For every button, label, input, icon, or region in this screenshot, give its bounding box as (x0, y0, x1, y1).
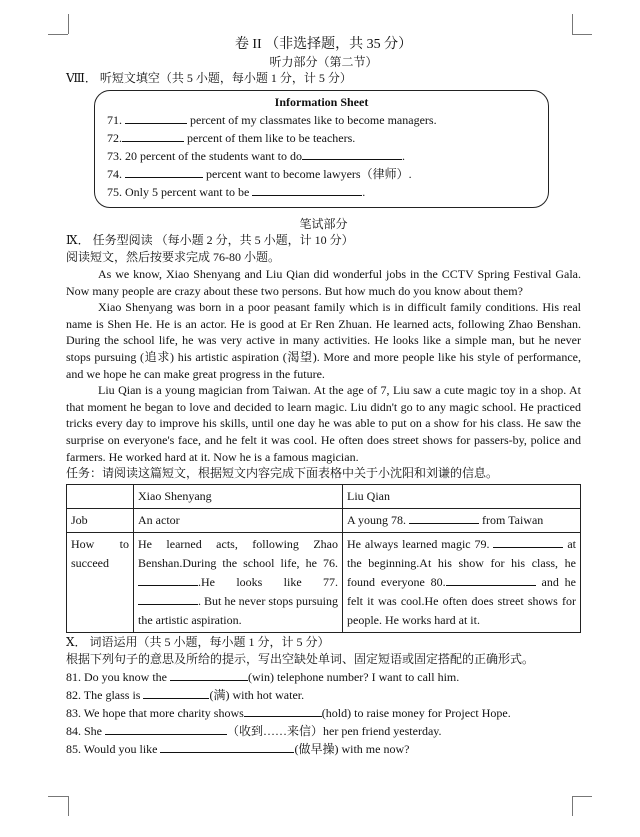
table-row (67, 533, 581, 633)
table-row (67, 485, 581, 509)
section-10-instruction: 根据下列句子的意思及所给的提示，写出空缺处单词、固定短语或固定搭配的正确形式。 (66, 652, 535, 667)
information-sheet-heading: Information Sheet (274, 95, 369, 109)
question-71: 71. percent of my classmates like to become managers. (107, 113, 437, 127)
reading-paragraph-1: As we know, Xiao Shenyang and Liu Qian did wonderful jobs in the CCTV Spring Festival Gala. Now many people are crazy about these two persons. But how much do you know about them? (66, 267, 581, 298)
question-73: 73. 20 percent of the students want to do . (107, 149, 405, 163)
table-header-xiao: Xiao Shenyang (134, 485, 343, 509)
exam-page (66, 32, 581, 758)
answer-blank-82[interactable] (143, 686, 209, 699)
paper-title: 卷 II （非选择题，共 35 分） (234, 37, 413, 52)
information-sheet (94, 90, 549, 208)
answer-blank-75[interactable] (252, 183, 362, 196)
answer-blank-72[interactable] (122, 129, 184, 142)
answer-blank-81[interactable] (170, 668, 248, 681)
table-cell-empty (67, 485, 134, 509)
question-84: 84. She （收到……来信）her pen friend yesterday. (66, 724, 442, 739)
table-cell-job-liu: A young 78. from Taiwan (343, 509, 581, 533)
crop-mark-top-right-v (572, 14, 573, 34)
info-table (66, 484, 581, 633)
question-75: 75. Only 5 percent want to be . (107, 185, 366, 199)
section-9-heading: Ⅸ． 任务型阅读 （每小题 2 分，共 5 小题，计 10 分） (66, 233, 354, 247)
question-72: 72. percent of them like to be teachers. (107, 131, 356, 145)
written-subtitle: 笔试部分 (299, 217, 348, 231)
crop-mark-bottom-right-h (572, 796, 592, 797)
answer-blank-79[interactable] (493, 535, 563, 548)
table-cell-succeed-xiao: He learned acts, following Zhao Benshan.During the school life, he 76. .He looks like 77.. But he never stops pursuing the artistic aspiration. (134, 533, 343, 633)
table-row (67, 509, 581, 533)
crop-mark-bottom-right-v (572, 796, 573, 816)
task-instruction: 任务：请阅读这篇短文，根据短文内容完成下面表格中关于小沈阳和刘谦的信息。 (66, 466, 499, 481)
section-8-heading: Ⅷ． 听短文填空（共 5 小题，每小题 1 分，计 5 分） (66, 71, 352, 85)
crop-mark-bottom-left-v (68, 796, 69, 816)
answer-blank-78[interactable] (409, 511, 479, 524)
table-label-job: Job (67, 509, 134, 533)
answer-blank-85[interactable] (160, 740, 294, 753)
listening-subtitle: 听力部分（第二节） (269, 55, 378, 69)
answer-blank-71[interactable] (125, 111, 187, 124)
table-label-succeed: How to succeed (67, 533, 134, 633)
answer-blank-74[interactable] (125, 165, 203, 178)
section-9-instruction: 阅读短文，然后按要求完成 76-80 小题。 (66, 250, 280, 264)
answer-blank-76[interactable] (138, 573, 198, 586)
crop-mark-top-left-h (48, 34, 68, 35)
answer-blank-80[interactable] (446, 573, 536, 586)
question-74: 74. percent want to become lawyers（律师）. (107, 167, 412, 181)
question-81: 81. Do you know the (win) telephone number? I want to call him. (66, 670, 460, 685)
answer-blank-83[interactable] (244, 704, 322, 717)
answer-blank-77[interactable] (138, 592, 198, 605)
answer-blank-73[interactable] (302, 147, 402, 160)
table-cell-job-xiao: An actor (134, 509, 343, 533)
section-10-heading: Ⅹ． 词语运用（共 5 小题，每小题 1 分，计 5 分） (66, 635, 330, 650)
crop-mark-bottom-left-h (48, 796, 68, 797)
question-82: 82. The glass is (满) with hot water. (66, 688, 305, 703)
reading-paragraph-2: Xiao Shenyang was born in a poor peasant family which is in difficult family conditions. His real name is Shen He. He is an actor. He is good at Er Ren Zhuan. He learned acts, following Zhao Benshan. During the school life, he was very active in many activities. He looks like a simple man, but he never stops pursuing (追求) his artistic aspiration (渴望). More and more people like his style of performance, and we hope he can make great progress in the future. (66, 300, 581, 381)
answer-blank-84[interactable] (105, 722, 227, 735)
question-83: 83. We hope that more charity shows (hold) to raise money for Project Hope. (66, 706, 511, 721)
question-85: 85. Would you like (做早操) with me now? (66, 742, 410, 757)
table-cell-succeed-liu: He always learned magic 79. at the beginning.At his show for his class, he found everyone 80. and he felt it was cool.He often does street shows for people. He works hard at it. (343, 533, 581, 633)
table-header-liu: Liu Qian (343, 485, 581, 509)
reading-paragraph-3: Liu Qian is a young magician from Taiwan. At the age of 7, Liu saw a cute magic toy in a shop. At that moment he began to love and decided to learn magic. Liu didn't go to any magic school. He practiced tricks every day to improve his skills, until one day he was able to put on a show for his class. He saw the surprise on everyone's face, and he felt it was cool. He often does street shows for passers-by, police and farmers. He worked hard at it. Now he is a famous magician. (66, 383, 581, 464)
crop-mark-top-left-v (68, 14, 69, 34)
